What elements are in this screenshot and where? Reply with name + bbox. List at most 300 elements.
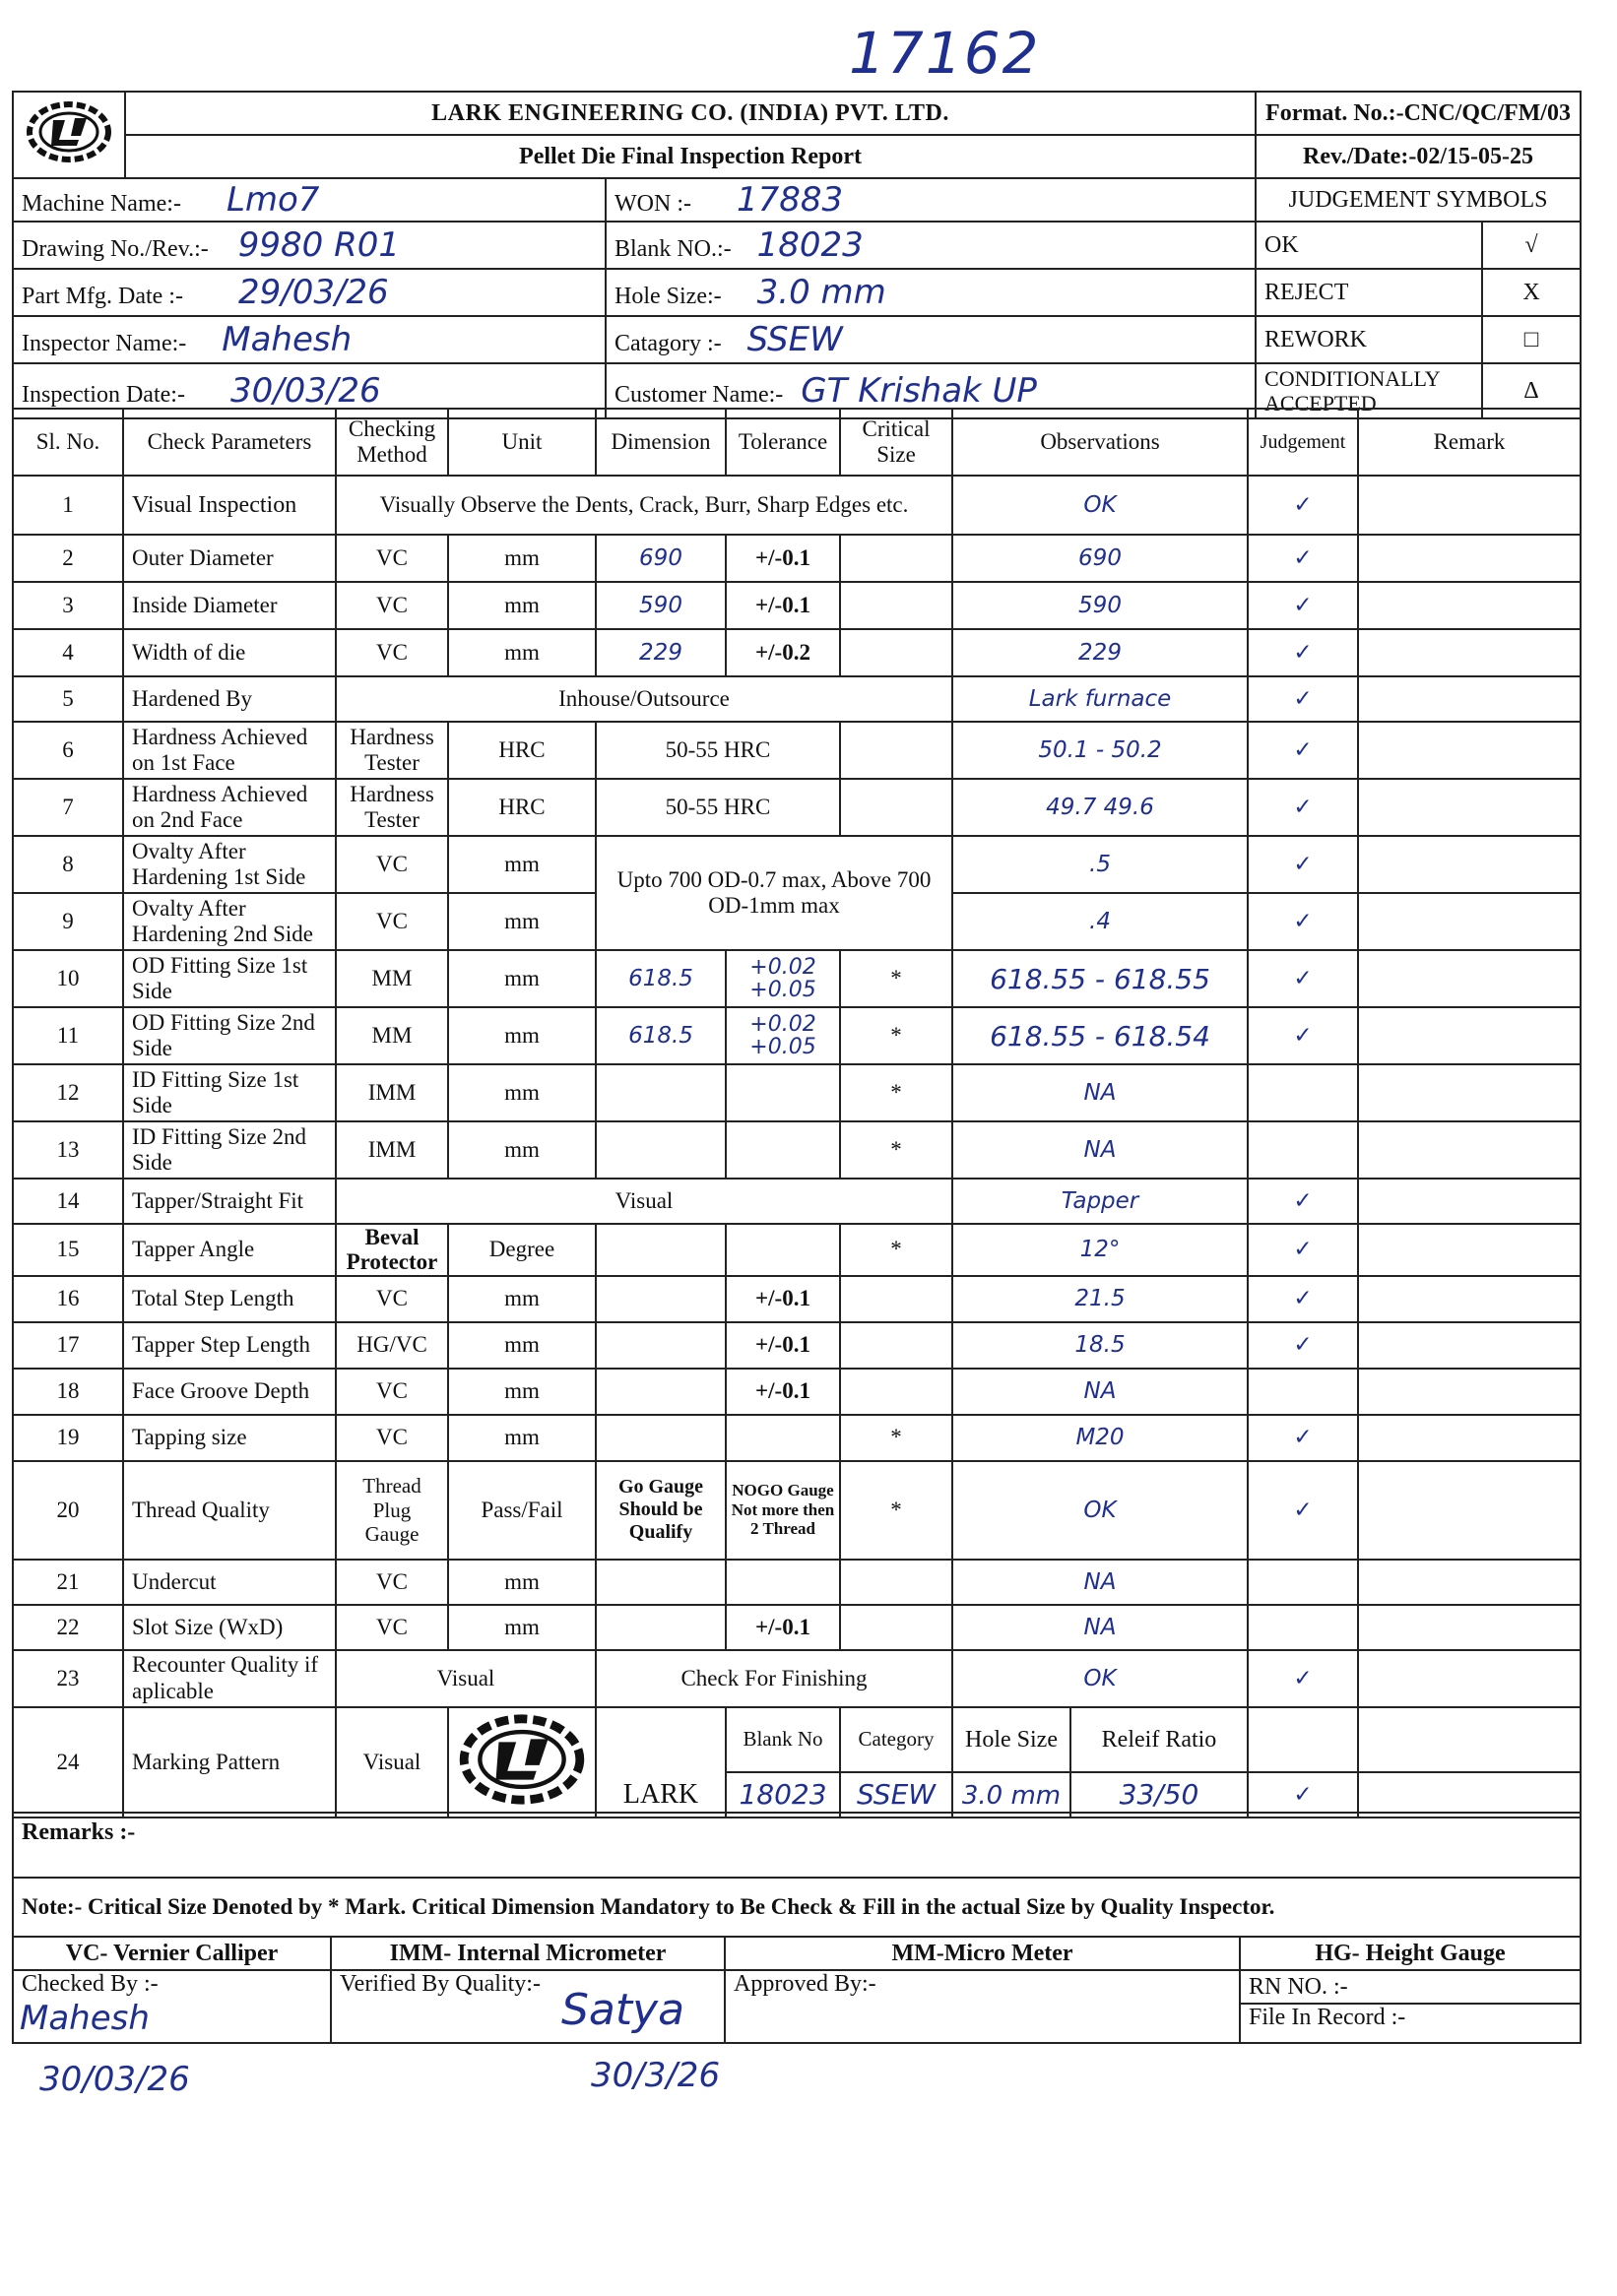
row-method: VC <box>336 629 448 676</box>
col-observations: Observations <box>952 409 1248 476</box>
row-dimension: 590 <box>596 582 726 629</box>
row-param: Hardness Achieved on 1st Face <box>123 722 336 779</box>
row-judgement: ✓ <box>1248 476 1358 535</box>
row-dimension: Go Gauge Should be Qualify <box>596 1461 726 1560</box>
row-judgement: ✓ <box>1248 1276 1358 1322</box>
row-note: Visually Observe the Dents, Crack, Burr, Sharp Edges etc. <box>336 476 952 535</box>
row-tolerance: +/-0.1 <box>726 535 840 582</box>
row-param: Tapper Step Length <box>123 1322 336 1369</box>
row-judgement <box>1248 1369 1358 1415</box>
row-judgement: ✓ <box>1248 722 1358 779</box>
row-method: HG/VC <box>336 1322 448 1369</box>
row-critical: * <box>840 1064 952 1121</box>
row-sl: 9 <box>13 893 123 950</box>
table-row <box>13 1224 1581 1276</box>
symbol-reject-x: X <box>1482 269 1581 316</box>
row-method: VC <box>336 1415 448 1461</box>
row-dimension <box>596 1560 726 1605</box>
row-sl: 15 <box>13 1224 123 1276</box>
table-row <box>13 836 1581 893</box>
row-remark <box>1358 1007 1581 1064</box>
inspection-table <box>12 408 1582 1818</box>
row-dimension <box>596 1322 726 1369</box>
row-observation: 49.7 49.6 <box>952 779 1248 836</box>
row-critical <box>840 535 952 582</box>
row-param: Tapper/Straight Fit <box>123 1179 336 1224</box>
inspector-name-field: Inspector Name:- Mahesh <box>13 316 606 363</box>
row-remark <box>1358 1650 1581 1707</box>
row-tolerance <box>726 1224 840 1276</box>
row-unit: mm <box>448 629 596 676</box>
row-param: OD Fitting Size 1st Side <box>123 950 336 1007</box>
rn-no-label: RN NO. :- <box>1240 1970 1581 2004</box>
row-judgement <box>1248 1064 1358 1121</box>
col-checking-method: Checking Method <box>336 409 448 476</box>
row-sl: 7 <box>13 779 123 836</box>
row-remark <box>1358 722 1581 779</box>
row-observation: 229 <box>952 629 1248 676</box>
row-dimension: 618.5 <box>596 1007 726 1064</box>
table-row <box>13 1461 1581 1560</box>
symbol-ok-label: OK <box>1256 222 1482 269</box>
col-tolerance: Tolerance <box>726 409 840 476</box>
row-sl: 18 <box>13 1369 123 1415</box>
row-critical <box>840 722 952 779</box>
row-unit: mm <box>448 1415 596 1461</box>
marking-blank-header: Blank No <box>726 1707 840 1772</box>
verified-by-signature: Satya <box>561 1985 685 2035</box>
row-method: Hardness Tester <box>336 722 448 779</box>
row-unit: mm <box>448 1276 596 1322</box>
table-row <box>13 1650 1581 1707</box>
row-remark <box>1358 950 1581 1007</box>
rev-date: Rev./Date:-02/15-05-25 <box>1256 135 1581 178</box>
footer-table <box>12 1812 1582 2044</box>
row-unit: mm <box>448 893 596 950</box>
ovalty-spec: Upto 700 OD-0.7 max, Above 700 OD-1mm max <box>596 836 952 950</box>
row-critical: * <box>840 1461 952 1560</box>
row-tolerance: +/-0.1 <box>726 582 840 629</box>
row-judgement: ✓ <box>1248 1772 1358 1818</box>
verified-by-label: Verified By Quality:- <box>331 1970 725 2043</box>
row-param: Marking Pattern <box>123 1707 336 1818</box>
row-method: Hardness Tester <box>336 779 448 836</box>
row-unit: mm <box>448 950 596 1007</box>
checked-by-signature: Mahesh <box>20 1999 150 2038</box>
row-tolerance: +0.02 +0.05 <box>726 950 840 1007</box>
hole-size-field: Hole Size:- 3.0 mm <box>606 269 1256 316</box>
format-no: Format. No.:-CNC/QC/FM/03 <box>1256 92 1581 135</box>
marking-lark-text: LARK <box>596 1707 726 1818</box>
row-tolerance <box>726 1560 840 1605</box>
row-unit: mm <box>448 836 596 893</box>
row-remark <box>1358 1121 1581 1179</box>
col-check-parameters: Check Parameters <box>123 409 336 476</box>
row-method: MM <box>336 950 448 1007</box>
row-sl: 11 <box>13 1007 123 1064</box>
row-unit: mm <box>448 1007 596 1064</box>
row-param: Ovalty After Hardening 1st Side <box>123 836 336 893</box>
row-param: Total Step Length <box>123 1276 336 1322</box>
row-tolerance: NOGO Gauge Not more then 2 Thread <box>726 1461 840 1560</box>
row-unit: mm <box>448 1560 596 1605</box>
row-remark <box>1358 629 1581 676</box>
row-method: VC <box>336 1276 448 1322</box>
row-judgement: ✓ <box>1248 1461 1358 1560</box>
verified-by-date: 30/3/26 <box>591 2056 721 2095</box>
row-tolerance: +/-0.1 <box>726 1322 840 1369</box>
remarks-label: Remarks :- <box>13 1813 1581 1878</box>
row-judgement <box>1248 1707 1358 1772</box>
header-table <box>12 91 1582 419</box>
row-observation: 21.5 <box>952 1276 1248 1322</box>
row-unit: HRC <box>448 779 596 836</box>
row-unit: Degree <box>448 1224 596 1276</box>
marking-logo <box>448 1707 596 1818</box>
company-logo <box>13 92 125 178</box>
inspection-date-field: Inspection Date:- 30/03/26 <box>13 363 606 418</box>
row-judgement: ✓ <box>1248 950 1358 1007</box>
row-sl: 21 <box>13 1560 123 1605</box>
row-param: ID Fitting Size 1st Side <box>123 1064 336 1121</box>
row-spec: 50-55 HRC <box>596 779 840 836</box>
row-judgement: ✓ <box>1248 1322 1358 1369</box>
table-row <box>13 779 1581 836</box>
marking-relief-value: 33/50 <box>1069 1773 1247 1817</box>
row-method: Beval Protector <box>336 1224 448 1276</box>
row-sl: 23 <box>13 1650 123 1707</box>
judgement-symbols-title: JUDGEMENT SYMBOLS <box>1256 178 1581 222</box>
row-sl: 10 <box>13 950 123 1007</box>
table-row <box>13 1415 1581 1461</box>
row-method: VC <box>336 893 448 950</box>
row-remark <box>1358 1224 1581 1276</box>
col-remark: Remark <box>1358 409 1581 476</box>
row-dimension <box>596 1276 726 1322</box>
table-row <box>13 1121 1581 1179</box>
row-tolerance: +0.02 +0.05 <box>726 1007 840 1064</box>
row-critical: * <box>840 950 952 1007</box>
row-dimension: 690 <box>596 535 726 582</box>
col-sl-no: Sl. No. <box>13 409 123 476</box>
row-dimension <box>596 1605 726 1650</box>
row-observation: M20 <box>952 1415 1248 1461</box>
row-unit: mm <box>448 582 596 629</box>
row-critical <box>840 1605 952 1650</box>
row-observation: NA <box>952 1121 1248 1179</box>
row-judgement: ✓ <box>1248 836 1358 893</box>
row-param: Ovalty After Hardening 2nd Side <box>123 893 336 950</box>
row-param: Hardness Achieved on 2nd Face <box>123 779 336 836</box>
row-sl: 22 <box>13 1605 123 1650</box>
legend-hg: HG- Height Gauge <box>1240 1937 1581 1970</box>
row-param: Width of die <box>123 629 336 676</box>
table-row <box>13 582 1581 629</box>
row-unit: mm <box>448 1322 596 1369</box>
row-judgement: ✓ <box>1248 676 1358 722</box>
row-unit: Pass/Fail <box>448 1461 596 1560</box>
row-remark <box>1358 1707 1581 1772</box>
row-dimension <box>596 1369 726 1415</box>
row-unit: mm <box>448 1605 596 1650</box>
table-row <box>13 676 1581 722</box>
table-row <box>13 1179 1581 1224</box>
category-field: Catagory :- SSEW <box>606 316 1256 363</box>
row-unit: mm <box>448 1369 596 1415</box>
row-remark <box>1358 779 1581 836</box>
table-row <box>13 535 1581 582</box>
marking-header-group <box>952 1707 1248 1772</box>
row-param: Undercut <box>123 1560 336 1605</box>
row-tolerance: +/-0.1 <box>726 1276 840 1322</box>
lark-gear-logo-icon <box>24 98 114 165</box>
row-param: Visual Inspection <box>123 476 336 535</box>
row-observation: 618.55 - 618.55 <box>952 950 1248 1007</box>
row-method: VC <box>336 582 448 629</box>
row-judgement: ✓ <box>1248 1007 1358 1064</box>
row-note: Inhouse/Outsource <box>336 676 952 722</box>
table-row <box>13 1064 1581 1121</box>
row-remark <box>1358 1179 1581 1224</box>
row-method: IMM <box>336 1121 448 1179</box>
marking-relief-header: Releif Ratio <box>1069 1708 1247 1771</box>
row-judgement: ✓ <box>1248 535 1358 582</box>
row-remark <box>1358 1461 1581 1560</box>
row-judgement: ✓ <box>1248 629 1358 676</box>
row-method: VC <box>336 836 448 893</box>
row-observation: 690 <box>952 535 1248 582</box>
row-judgement: ✓ <box>1248 1650 1358 1707</box>
row-observation: 50.1 - 50.2 <box>952 722 1248 779</box>
row-judgement: ✓ <box>1248 893 1358 950</box>
file-in-record-label: File In Record :- <box>1240 2004 1581 2043</box>
row-sl: 12 <box>13 1064 123 1121</box>
report-title: Pellet Die Final Inspection Report <box>125 135 1256 178</box>
row-judgement <box>1248 1121 1358 1179</box>
row-observation: NA <box>952 1560 1248 1605</box>
row-observation: 590 <box>952 582 1248 629</box>
row-sl: 16 <box>13 1276 123 1322</box>
row-sl: 6 <box>13 722 123 779</box>
row-observation: OK <box>952 1650 1248 1707</box>
row-dimension <box>596 1224 726 1276</box>
row-judgement: ✓ <box>1248 1224 1358 1276</box>
row-tolerance <box>726 1064 840 1121</box>
row-sl: 14 <box>13 1179 123 1224</box>
row-observation: NA <box>952 1369 1248 1415</box>
legend-vc: VC- Vernier Calliper <box>13 1937 331 1970</box>
part-mfg-date-field: Part Mfg. Date :- 29/03/26 <box>13 269 606 316</box>
row-dimension <box>596 1121 726 1179</box>
row-judgement: ✓ <box>1248 1415 1358 1461</box>
marking-hole-value: 3.0 mm <box>961 1780 1062 1811</box>
row-sl: 4 <box>13 629 123 676</box>
row-observation: OK <box>952 476 1248 535</box>
row-param: Hardened By <box>123 676 336 722</box>
row-observation: 618.55 - 618.54 <box>952 1007 1248 1064</box>
won-field: WON :- 17883 <box>606 178 1256 222</box>
row-critical: * <box>840 1121 952 1179</box>
row-unit: mm <box>448 535 596 582</box>
row-tolerance: +/-0.1 <box>726 1605 840 1650</box>
checked-by-label: Checked By :- <box>13 1970 331 2043</box>
row-param: Recounter Quality if aplicable <box>123 1650 336 1707</box>
row-sl: 20 <box>13 1461 123 1560</box>
col-dimension: Dimension <box>596 409 726 476</box>
marking-category-value: SSEW <box>840 1772 952 1818</box>
row-critical: * <box>840 1007 952 1064</box>
row-unit: HRC <box>448 722 596 779</box>
table-row <box>13 1560 1581 1605</box>
row-judgement: ✓ <box>1248 1179 1358 1224</box>
row-param: Inside Diameter <box>123 582 336 629</box>
col-unit: Unit <box>448 409 596 476</box>
legend-mm: MM-Micro Meter <box>725 1937 1240 1970</box>
row-remark <box>1358 1560 1581 1605</box>
row-param: Face Groove Depth <box>123 1369 336 1415</box>
row-unit: mm <box>448 1121 596 1179</box>
row-param: OD Fitting Size 2nd Side <box>123 1007 336 1064</box>
table-row <box>13 1276 1581 1322</box>
lark-gear-logo-icon <box>453 1710 591 1809</box>
row-remark <box>1358 1322 1581 1369</box>
row-observation: 12° <box>952 1224 1248 1276</box>
row-observation: 18.5 <box>952 1322 1248 1369</box>
row-method: VC <box>336 1369 448 1415</box>
row-remark <box>1358 893 1581 950</box>
row-remark <box>1358 535 1581 582</box>
row-sl: 19 <box>13 1415 123 1461</box>
table-row <box>13 1007 1581 1064</box>
table-row <box>13 1605 1581 1650</box>
symbol-rework-label: REWORK <box>1256 316 1482 363</box>
row-sl: 1 <box>13 476 123 535</box>
row-remark <box>1358 1276 1581 1322</box>
row-tolerance: +/-0.1 <box>726 1369 840 1415</box>
table-row <box>13 1369 1581 1415</box>
row-method: MM <box>336 1007 448 1064</box>
symbol-rework-square: □ <box>1482 316 1581 363</box>
marking-hole-header: Hole Size <box>965 1726 1058 1753</box>
row-spec: 50-55 HRC <box>596 722 840 779</box>
row-sl: 2 <box>13 535 123 582</box>
row-unit: mm <box>448 1064 596 1121</box>
row-method: Thread Plug Gauge <box>336 1461 448 1560</box>
row-remark <box>1358 582 1581 629</box>
row-param: ID Fitting Size 2nd Side <box>123 1121 336 1179</box>
blank-no-field: Blank NO.:- 18023 <box>606 222 1256 269</box>
row-param: Tapper Angle <box>123 1224 336 1276</box>
row-note-finishing: Check For Finishing <box>596 1650 952 1707</box>
row-sl: 5 <box>13 676 123 722</box>
column-header-row <box>13 409 1581 476</box>
form-number-handwritten: 17162 <box>849 20 1041 87</box>
row-observation: NA <box>952 1064 1248 1121</box>
symbol-reject-label: REJECT <box>1256 269 1482 316</box>
row-remark <box>1358 1772 1581 1818</box>
table-row <box>13 950 1581 1007</box>
col-judgement: Judgement <box>1248 409 1358 476</box>
row-remark <box>1358 1415 1581 1461</box>
row-dimension: 229 <box>596 629 726 676</box>
table-row <box>13 1707 1581 1772</box>
row-note: Visual <box>336 1650 596 1707</box>
company-name: LARK ENGINEERING CO. (INDIA) PVT. LTD. <box>125 92 1256 135</box>
row-observation: Tapper <box>952 1179 1248 1224</box>
row-critical <box>840 582 952 629</box>
row-param: Thread Quality <box>123 1461 336 1560</box>
row-method: IMM <box>336 1064 448 1121</box>
row-observation: .4 <box>952 893 1248 950</box>
table-row <box>13 476 1581 535</box>
row-observation: OK <box>952 1461 1248 1560</box>
row-remark <box>1358 836 1581 893</box>
row-critical <box>840 1560 952 1605</box>
checked-by-date: 30/03/26 <box>39 2060 190 2099</box>
row-critical <box>840 1369 952 1415</box>
legend-imm: IMM- Internal Micrometer <box>331 1937 725 1970</box>
row-critical: * <box>840 1415 952 1461</box>
row-judgement: ✓ <box>1248 582 1358 629</box>
col-critical-size: Critical Size <box>840 409 952 476</box>
row-sl: 8 <box>13 836 123 893</box>
row-remark <box>1358 1369 1581 1415</box>
row-remark <box>1358 1605 1581 1650</box>
symbol-conditional-label: CONDITIONALLY ACCEPTED <box>1256 363 1482 418</box>
row-judgement <box>1248 1605 1358 1650</box>
table-row <box>13 722 1581 779</box>
row-critical <box>840 1322 952 1369</box>
marking-category-header: Category <box>840 1707 952 1772</box>
customer-name-field: Customer Name:- GT Krishak UP <box>606 363 1256 418</box>
row-sl: 24 <box>13 1707 123 1818</box>
row-judgement: ✓ <box>1248 779 1358 836</box>
table-row <box>13 1322 1581 1369</box>
row-observation: NA <box>952 1605 1248 1650</box>
row-critical <box>840 779 952 836</box>
row-method: Visual <box>336 1707 448 1818</box>
row-remark <box>1358 1064 1581 1121</box>
row-param: Outer Diameter <box>123 535 336 582</box>
row-method: VC <box>336 1560 448 1605</box>
row-note: Visual <box>336 1179 952 1224</box>
row-observation: Lark furnace <box>952 676 1248 722</box>
row-param: Slot Size (WxD) <box>123 1605 336 1650</box>
row-dimension: 618.5 <box>596 950 726 1007</box>
row-critical <box>840 629 952 676</box>
row-sl: 3 <box>13 582 123 629</box>
row-method: VC <box>336 1605 448 1650</box>
row-tolerance <box>726 1415 840 1461</box>
row-critical: * <box>840 1224 952 1276</box>
row-method: VC <box>336 535 448 582</box>
row-judgement <box>1248 1560 1358 1605</box>
drawing-no-field: Drawing No./Rev.:- 9980 R01 <box>13 222 606 269</box>
row-dimension <box>596 1415 726 1461</box>
marking-blank-value: 18023 <box>726 1772 840 1818</box>
approved-by-label: Approved By:- <box>725 1970 1240 2043</box>
machine-name-field: Machine Name:- Lmo7 <box>13 178 606 222</box>
row-remark <box>1358 476 1581 535</box>
row-dimension <box>596 1064 726 1121</box>
symbol-conditional-delta: Δ <box>1482 363 1581 418</box>
row-observation: .5 <box>952 836 1248 893</box>
row-tolerance: +/-0.2 <box>726 629 840 676</box>
row-sl: 17 <box>13 1322 123 1369</box>
marking-value-group <box>952 1772 1248 1818</box>
row-critical <box>840 1276 952 1322</box>
row-tolerance <box>726 1121 840 1179</box>
